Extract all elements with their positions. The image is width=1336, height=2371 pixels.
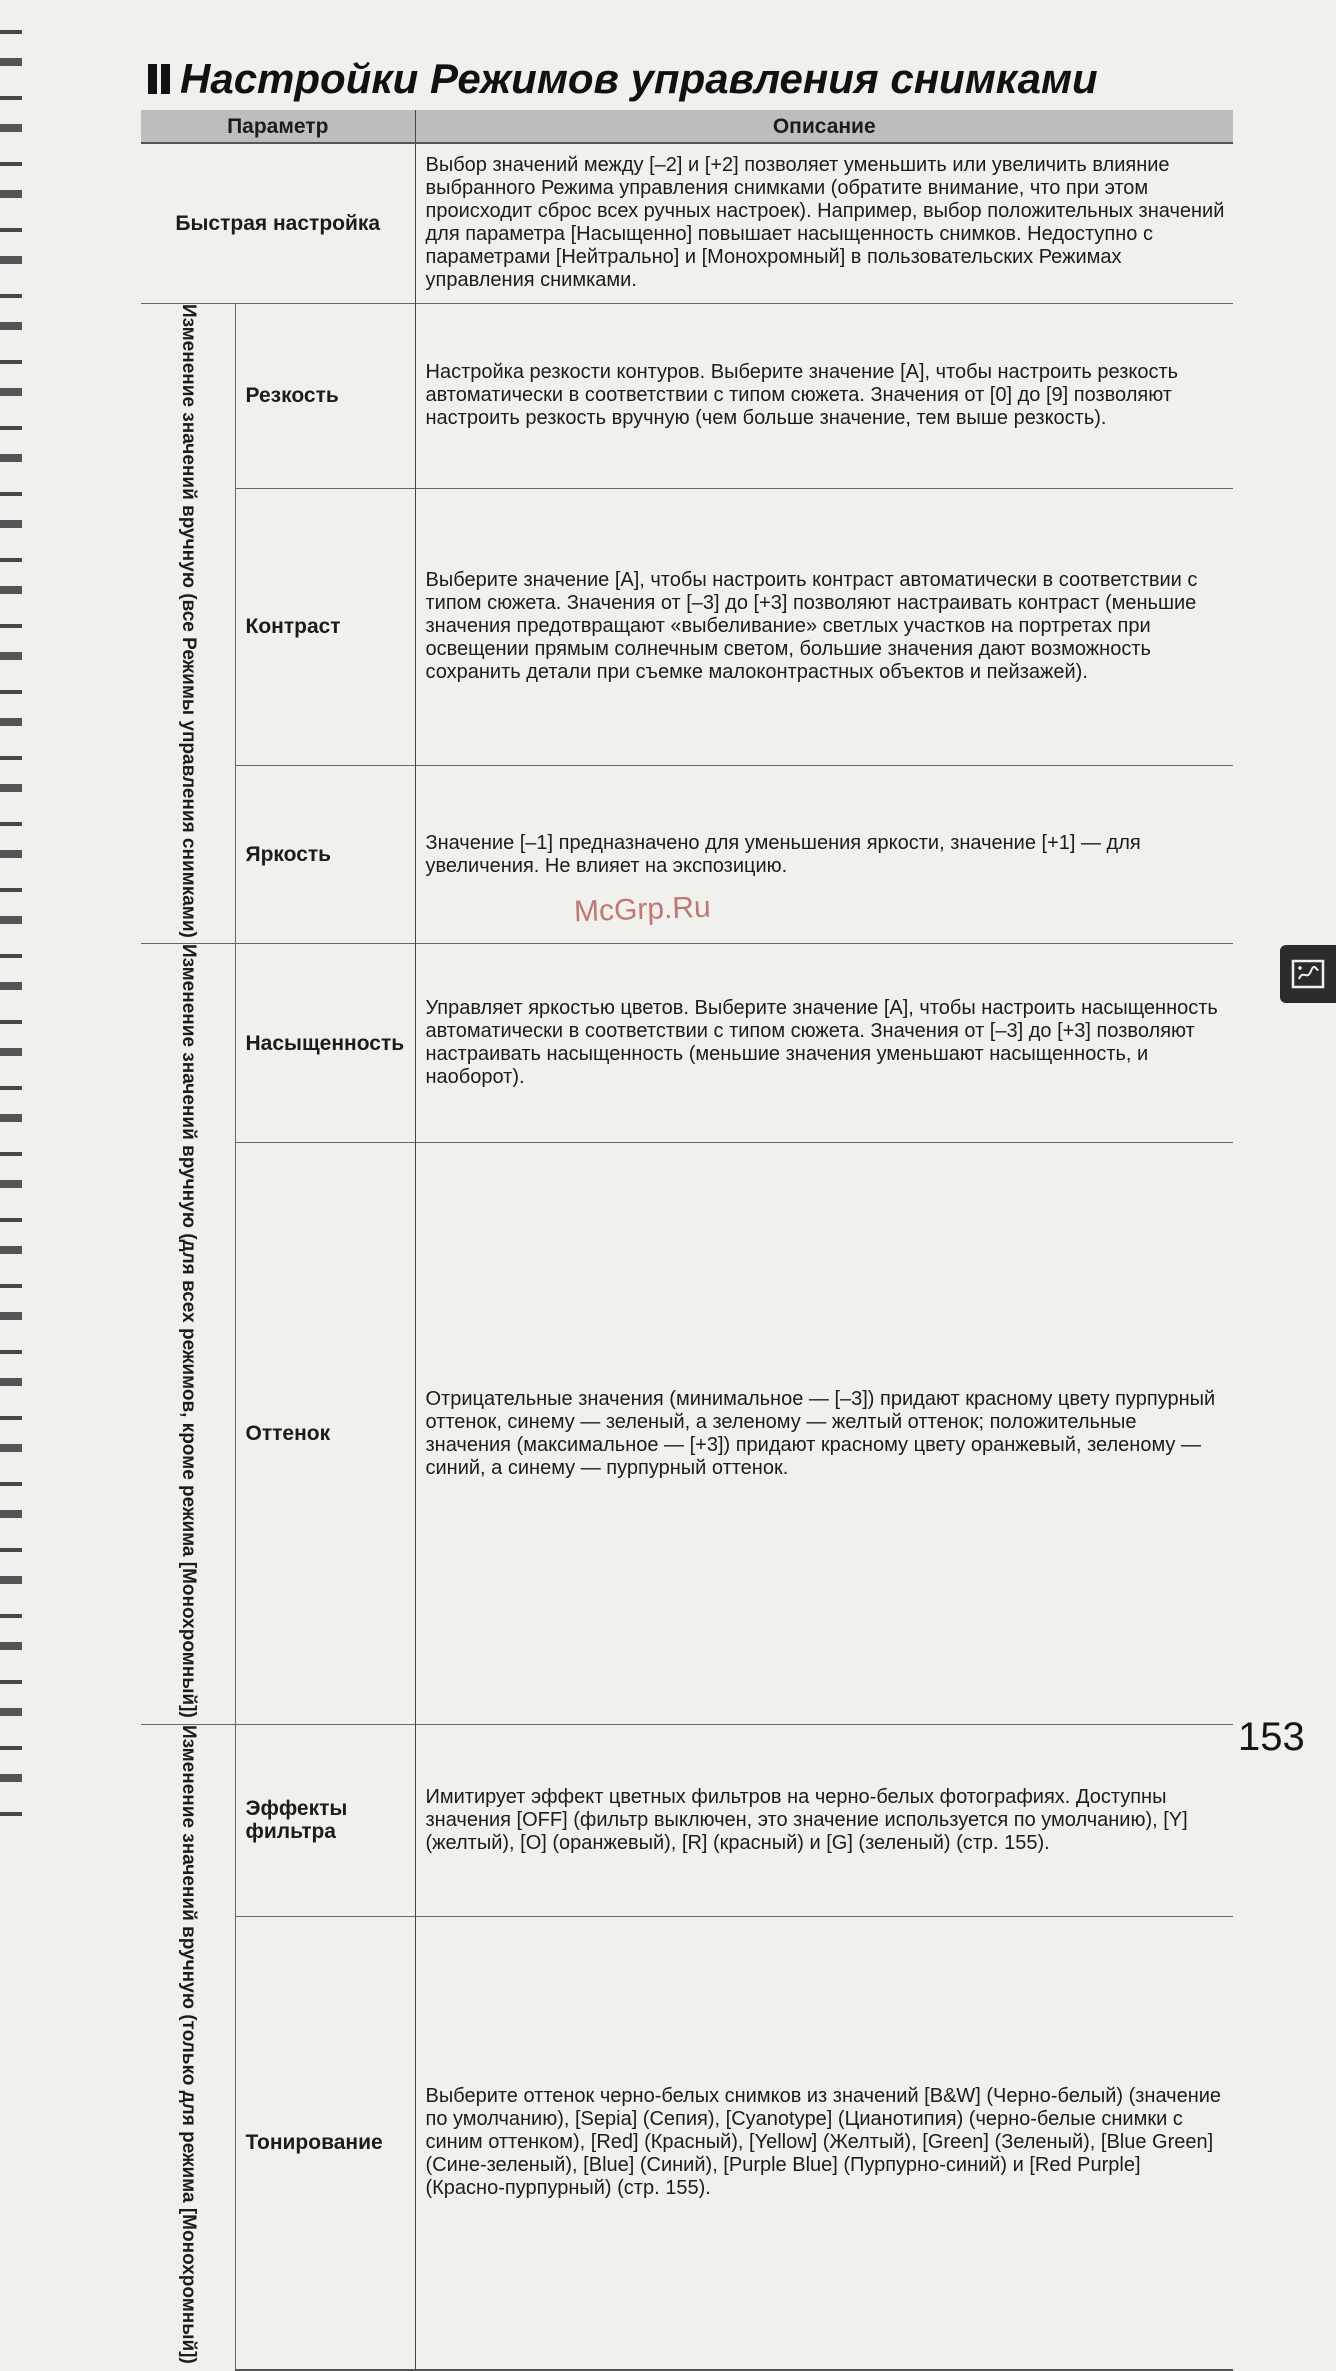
param-desc-toning: Выберите оттенок черно-белых снимков из значений [B&W] (Черно-белый) (значение по умолчанию), [Sepia] (Сепия), [Cyanotype] (Цианотипия) (черно-белые снимки с синим оттенком), [Red] (Красный), [Yellow] (Желтый), [Green] (Зеленый), [Blue Green] (Сине-зеленый), [Blue] (Синий), [Purple Blue] (Пурпурно-синий) и [Red Purple] (Красно-пурпурный) (стр. 155). bbox=[415, 1916, 1233, 2370]
header-desc: Описание bbox=[415, 110, 1233, 143]
section-tab bbox=[1280, 945, 1336, 1003]
param-desc-contrast: Выберите значение [A], чтобы настроить контраст автоматически в соответствии с типом сюжета. Значения от [–3] до [+3] позволяют настраивать контраст (меньшие значения предотвращают «выбеливание» светлых участков на портретах при освещении прямым солнечным светом, большие значения дают возможность сохранить детали при съемке малоконтрастных объектов и пейзажей). bbox=[415, 489, 1233, 766]
binding-edge bbox=[0, 0, 22, 1824]
table-row bbox=[141, 765, 1233, 944]
param-desc-sharpness: Настройка резкости контуров. Выберите значение [A], чтобы настроить резкость автоматически в соответствии с типом сюжета. Значения от [0] до [9] позволяют настроить резкость вручную (чем больше значение, тем выше резкость). bbox=[415, 303, 1233, 489]
table-row bbox=[141, 143, 1233, 303]
param-name-sharpness: Резкость bbox=[235, 303, 415, 489]
picture-control-icon bbox=[1291, 959, 1325, 989]
param-desc-brightness: Значение [–1] предназначено для уменьшения яркости, значение [+1] — для увеличения. Не влияет на экспозицию. bbox=[415, 765, 1233, 944]
heading-marker-icon bbox=[148, 64, 170, 94]
heading-text: Настройки Режимов управления снимками bbox=[180, 55, 1098, 102]
group-manual-mono bbox=[141, 1725, 235, 2370]
param-name-brightness: Яркость bbox=[235, 765, 415, 944]
header-param: Параметр bbox=[141, 110, 415, 143]
table-row bbox=[141, 1916, 1233, 2370]
table-row bbox=[141, 489, 1233, 766]
param-desc-quick: Выбор значений между [–2] и [+2] позволяет уменьшить или увеличить влияние выбранного Режима управления снимками (обратите внимание, что при этом происходит сброс всех ручных настроек). Например, выбор положительных значений для параметра [Насыщенно] повышает насыщенность снимков. Недоступно с параметрами [Нейтрально] и [Монохромный] в пользовательских Режимах управления снимками. bbox=[415, 143, 1233, 303]
table-row bbox=[141, 1143, 1233, 1725]
param-desc-filter-effects: Имитирует эффект цветных фильтров на черно-белых фотографиях. Доступны значения [OFF] (фильтр выключен, это значение используется по умолчанию), [Y] (желтый), [O] (оранжевый), [R] (красный) и [G] (зеленый) (стр. 155). bbox=[415, 1725, 1233, 1916]
param-desc-saturation: Управляет яркостью цветов. Выберите значение [A], чтобы настроить насыщенность автоматически в соответствии с типом сюжета. Значения от [–3] до [+3] позволяют настраивать насыщенность (меньшие значения уменьшают насыщенность, и наоборот). bbox=[415, 944, 1233, 1143]
group-label: Изменение значений вручную (для всех режимов, кроме режима [Монохромный]) bbox=[177, 944, 199, 1719]
param-desc-hue: Отрицательные значения (минимальное — [–3]) придают красному цвету пурпурный оттенок, синему — зеленый, а зеленому — желтый оттенок; положительные значения (максимальное — [+3]) придают красному цвету оранжевый, зеленому — синий, а синему — пурпурный оттенок. bbox=[415, 1143, 1233, 1725]
group-label: Изменение значений вручную (только для режима [Монохромный]) bbox=[177, 1725, 199, 2364]
page-heading bbox=[148, 55, 1098, 103]
page-number: 153 bbox=[1238, 1715, 1305, 1759]
settings-table bbox=[141, 110, 1233, 2371]
table-row bbox=[141, 303, 1233, 489]
group-manual-color bbox=[141, 944, 235, 1725]
table-row bbox=[141, 944, 1233, 1143]
param-name-hue: Оттенок bbox=[235, 1143, 415, 1725]
group-label: Изменение значений вручную (все Режимы управления снимками) bbox=[177, 303, 199, 938]
param-name-saturation: Насыщенность bbox=[235, 944, 415, 1143]
table-row bbox=[141, 1725, 1233, 1916]
table-header-row bbox=[141, 110, 1233, 143]
param-name-contrast: Контраст bbox=[235, 489, 415, 766]
watermark: McGrp.Ru bbox=[573, 890, 712, 929]
param-name-filter-effects: Эффекты фильтра bbox=[235, 1725, 415, 1916]
param-name-toning: Тонирование bbox=[235, 1916, 415, 2370]
param-name-quick: Быстрая настройка bbox=[141, 143, 415, 303]
group-manual-all bbox=[141, 303, 235, 944]
